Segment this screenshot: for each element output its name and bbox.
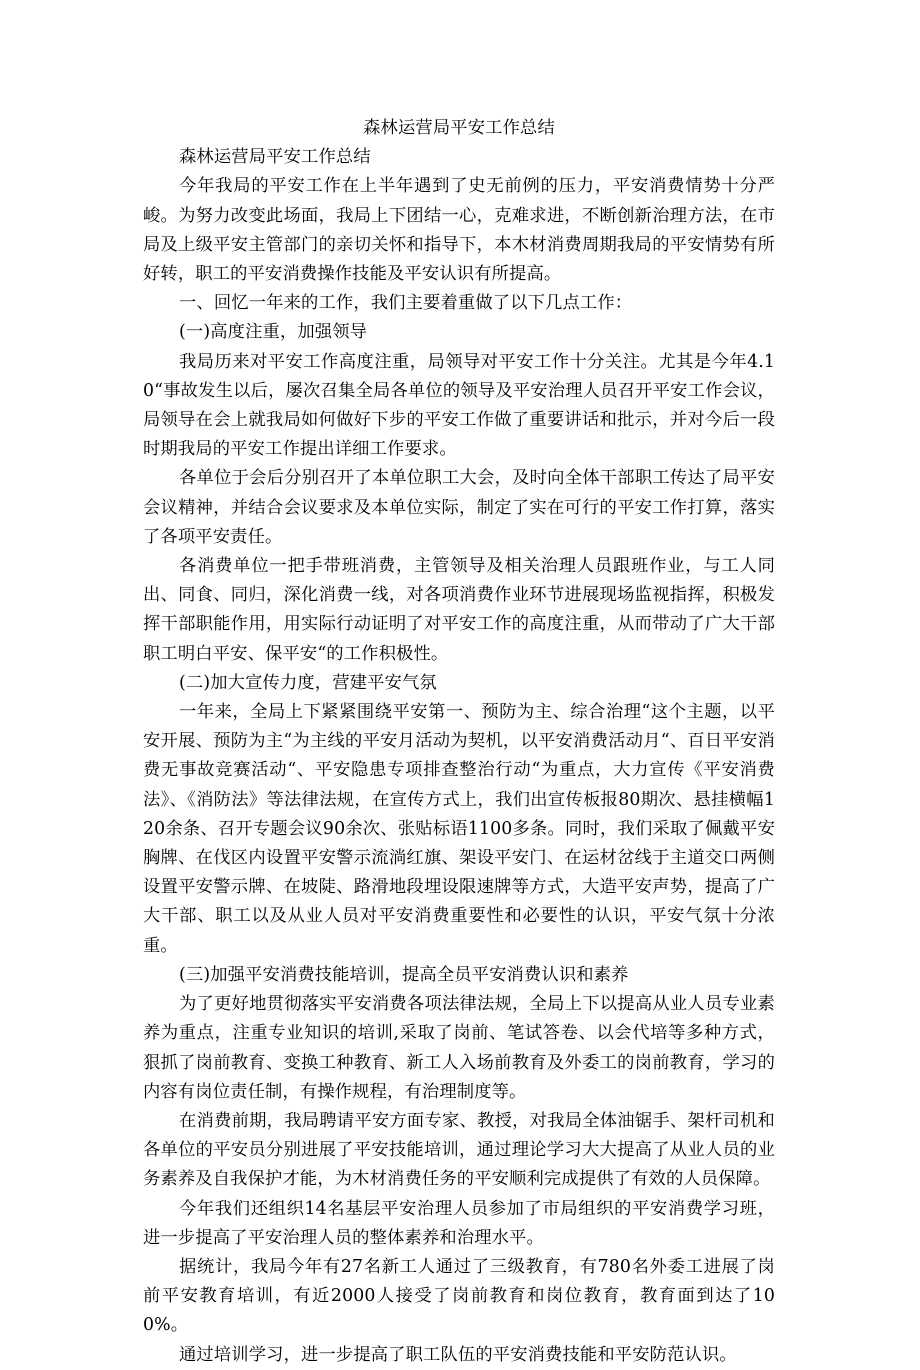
paragraph: 在消费前期，我局聘请平安方面专家、教授，对我局全体油锯手、架杆司机和各单位的平安员分别进展了平安技能培训，通过理论学习大大提高了从业人员的业务素养及自我保护才能，为木材消费任务的平安顺利完成提供了有效的人员保障。 (143, 1110, 775, 1190)
subsection-heading: (一)高度注重，加强领导 (179, 322, 368, 343)
paragraph: 各消费单位一把手带班消费，主管领导及相关治理人员跟班作业，与工人同出、同食、同归，深化消费一线，对各项消费作业环节进展现场监视指挥，积极发挥干部职能作用，用实际行动证明了对平安工作的高度注重，从而带动了广大干部职工明白平安、保平安“的工作积极性。 (143, 556, 775, 664)
paragraph: 我局历来对平安工作高度注重，局领导对平安工作十分关注。尤其是今年4.10“事故发生以后，屡次召集全局各单位的领导及平安治理人员召开平安工作会议，局领导在会上就我局如何做好下步的平安工作做了重要讲话和批示，并对今后一段时期我局的平安工作提出详细工作要求。 (143, 351, 775, 460)
document-body (143, 114, 775, 1370)
paragraph: 森林运营局平安工作总结 (179, 147, 371, 168)
subsection-heading: (二)加大宣传力度，营建平安气氛 (179, 672, 437, 693)
paragraph: 各单位于会后分别召开了本单位职工大会，及时向全体干部职工传达了局平安会议精神，并结合会议要求及本单位实际，制定了实在可行的平安工作打算，落实了各项平安责任。 (143, 468, 775, 547)
document-title: 森林运营局平安工作总结 (363, 118, 555, 138)
paragraph: 据统计，我局今年有27名新工人通过了三级教育，有780名外委工进展了岗前平安教育培训，有近2000人接受了岗前教育和岗位教育，教育面到达了100%。 (143, 1256, 775, 1336)
paragraph: 今年我局的平安工作在上半年遇到了史无前例的压力，平安消费情势十分严峻。为努力改变此场面，我局上下团结一心，克难求进，不断创新治理方法，在市局及上级平安主管部门的亲切关怀和指导下，本木材消费周期我局的平安情势有所好转，职工的平安消费操作技能及平安认识有所提高。 (143, 176, 775, 285)
paragraph: 今年我们还组织14名基层平安治理人员参加了市局组织的平安消费学习班，进一步提高了平安治理人员的整体素养和治理水平。 (143, 1198, 775, 1248)
paragraph: 为了更好地贯彻落实平安消费各项法律法规，全局上下以提高从业人员专业素养为重点，注重专业知识的培训,采取了岗前、笔试答卷、以会代培等多种方式，狠抓了岗前教育、变换工种教育、新工人入场前教育及外委工的岗前教育，学习的内容有岗位责任制，有操作规程，有治理制度等。 (143, 994, 775, 1102)
paragraph: 通过培训学习，进一步提高了职工队伍的平安消费技能和平安防范认识。 (179, 1344, 737, 1365)
paragraph: 一年来，全局上下紧紧围绕平安第一、预防为主、综合治理“这个主题，以平安开展、预防为主“为主线的平安月活动为契机，以平安消费活动月“、百日平安消费无事故竞赛活动“、平安隐患专项排查整治行动“为重点，大力宣传《平安消费法》、《消防法》等法律法规，在宣传方式上，我们出宣传板报80期次、悬挂横幅120余条、召开专题会议90余次、张贴标语1100多条。同时，我们采取了佩戴平安胸牌、在伐区内设置平安警示流淌红旗、架设平安门、在运材岔线于主道交口两侧设置平安警示牌、在坡陡、路滑地段埋设限速牌等方式，大造平安声势，提高了广大干部、职工以及从业人员对平安消费重要性和必要性的认识，平安气氛十分浓重。 (143, 702, 775, 956)
section-heading: 一、回忆一年来的工作，我们主要着重做了以下几点工作： (179, 293, 633, 314)
subsection-heading: (三)加强平安消费技能培训，提高全员平安消费认识和素养 (179, 964, 629, 985)
